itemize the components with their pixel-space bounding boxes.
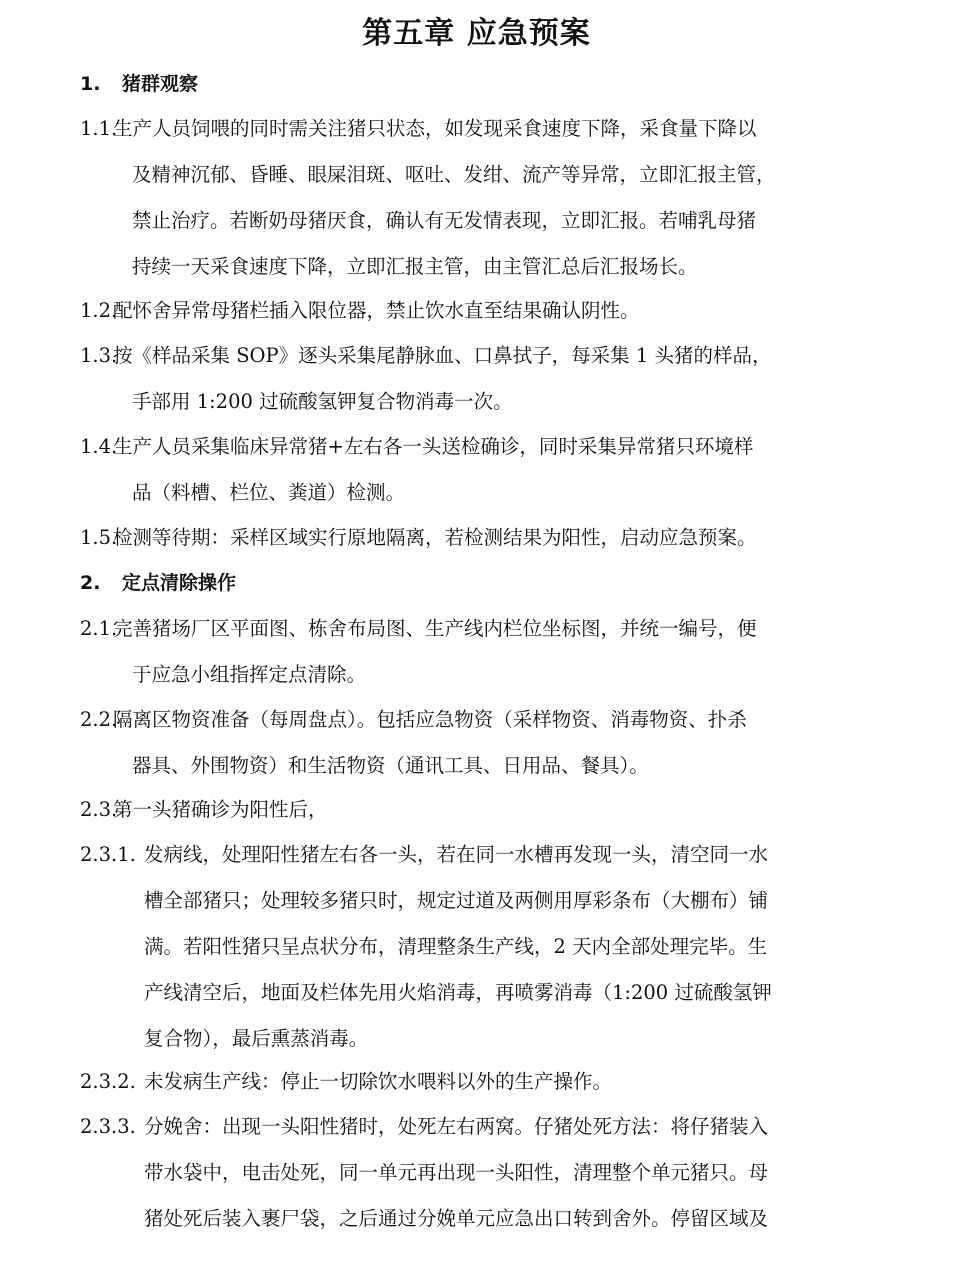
section-heading-1 [80, 70, 198, 98]
paragraph-line: 隔离区物资准备（每周盘点）。包括应急物资（采样物资、消毒物资、扑杀 [113, 708, 747, 731]
paragraph-2-3-2 [80, 1059, 840, 1105]
paragraph-1-3 [80, 333, 840, 425]
paragraph-line: 第一头猪确诊为阳性后， [113, 798, 328, 821]
paragraph-line: 产线清空后，地面及栏体先用火焰消毒，再喷雾消毒（1:200 过硫酸氢钾 [144, 981, 772, 1004]
paragraph-2-3 [80, 787, 840, 833]
paragraph-line: 及精神沉郁、昏睡、眼屎泪斑、呕吐、发绀、流产等异常，立即汇报主管， [132, 163, 776, 186]
paragraph-number: 1.2. [80, 299, 118, 322]
paragraph-line: 禁止治疗。若断奶母猪厌食，确认有无发情表现，立即汇报。若哺乳母猪 [132, 209, 757, 232]
paragraph-line: 完善猪场厂区平面图、栋舍布局图、生产线内栏位坐标图，并统一编号，便 [113, 617, 757, 640]
paragraph-2-1 [80, 606, 840, 698]
paragraph-line: 槽全部猪只；处理较多猪只时，规定过道及两侧用厚彩条布（大棚布）铺 [144, 889, 769, 912]
paragraph-number: 1.5. [80, 526, 118, 549]
paragraph-1-4 [80, 424, 840, 516]
paragraph-line: 未发病生产线：停止一切除饮水喂料以外的生产操作。 [144, 1070, 613, 1093]
paragraph-number: 1.1. [80, 117, 118, 140]
paragraph-line: 带水袋中，电击处死，同一单元再出现一头阳性，清理整个单元猪只。母 [144, 1161, 769, 1184]
paragraph-2-3-1 [80, 832, 840, 1062]
paragraph-line: 生产人员采集临床异常猪+左右各一头送检确诊，同时采集异常猪只环境样 [113, 435, 754, 458]
paragraph-line: 生产人员饲喂的同时需关注猪只状态，如发现采食速度下降，采食量下降以 [113, 117, 757, 140]
section-number: 2. [80, 572, 101, 594]
paragraph-line: 品（料槽、栏位、粪道）检测。 [132, 481, 406, 504]
paragraph-2-3-3 [80, 1104, 840, 1242]
paragraph-line: 检测等待期：采样区域实行原地隔离，若检测结果为阳性，启动应急预案。 [113, 526, 757, 549]
section-title: 猪群观察 [122, 73, 199, 95]
paragraph-number: 2.3. [80, 798, 118, 821]
paragraph-number: 1.3. [80, 344, 118, 367]
paragraph-number: 2.3.3. [80, 1115, 136, 1138]
paragraph-number: 2.3.2. [80, 1070, 136, 1093]
paragraph-number: 1.4. [80, 435, 118, 458]
paragraph-number: 2.1. [80, 617, 118, 640]
section-title: 定点清除操作 [122, 572, 237, 594]
paragraph-line: 发病线，处理阳性猪左右各一头，若在同一水槽再发现一头，清空同一水 [144, 843, 769, 866]
paragraph-line: 复合物），最后熏蒸消毒。 [144, 1027, 369, 1050]
paragraph-line: 手部用 1:200 过硫酸氢钾复合物消毒一次。 [132, 390, 513, 413]
paragraph-line: 满。若阳性猪只呈点状分布，清理整条生产线，2 天内全部处理完毕。生 [144, 935, 768, 958]
paragraph-line: 器具、外围物资）和生活物资（通讯工具、日用品、餐具）。 [132, 754, 649, 777]
paragraph-number: 2.3.1. [80, 843, 136, 866]
paragraph-line: 配怀舍异常母猪栏插入限位器，禁止饮水直至结果确认阴性。 [113, 299, 640, 322]
section-number: 1. [80, 73, 101, 95]
chapter-title: 第五章 应急预案 [362, 16, 591, 51]
paragraph-line: 于应急小组指挥定点清除。 [132, 663, 367, 686]
paragraph-line: 持续一天采食速度下降，立即汇报主管，由主管汇总后汇报场长。 [132, 255, 698, 278]
paragraph-1-1 [80, 106, 840, 290]
paragraph-1-5 [80, 515, 840, 561]
paragraph-number: 2.2. [80, 708, 118, 731]
paragraph-line: 分娩舍：出现一头阳性猪时，处死左右两窝。仔猪处死方法：将仔猪装入 [144, 1115, 769, 1138]
paragraph-1-2 [80, 288, 840, 334]
paragraph-2-2 [80, 697, 840, 789]
section-heading-2 [80, 569, 236, 597]
paragraph-line: 猪处死后装入裹尸袋，之后通过分娩单元应急出口转到舍外。停留区域及 [144, 1207, 769, 1230]
paragraph-line: 按《样品采集 SOP》逐头采集尾静脉血、口鼻拭子，每采集 1 头猪的样品， [113, 344, 772, 367]
